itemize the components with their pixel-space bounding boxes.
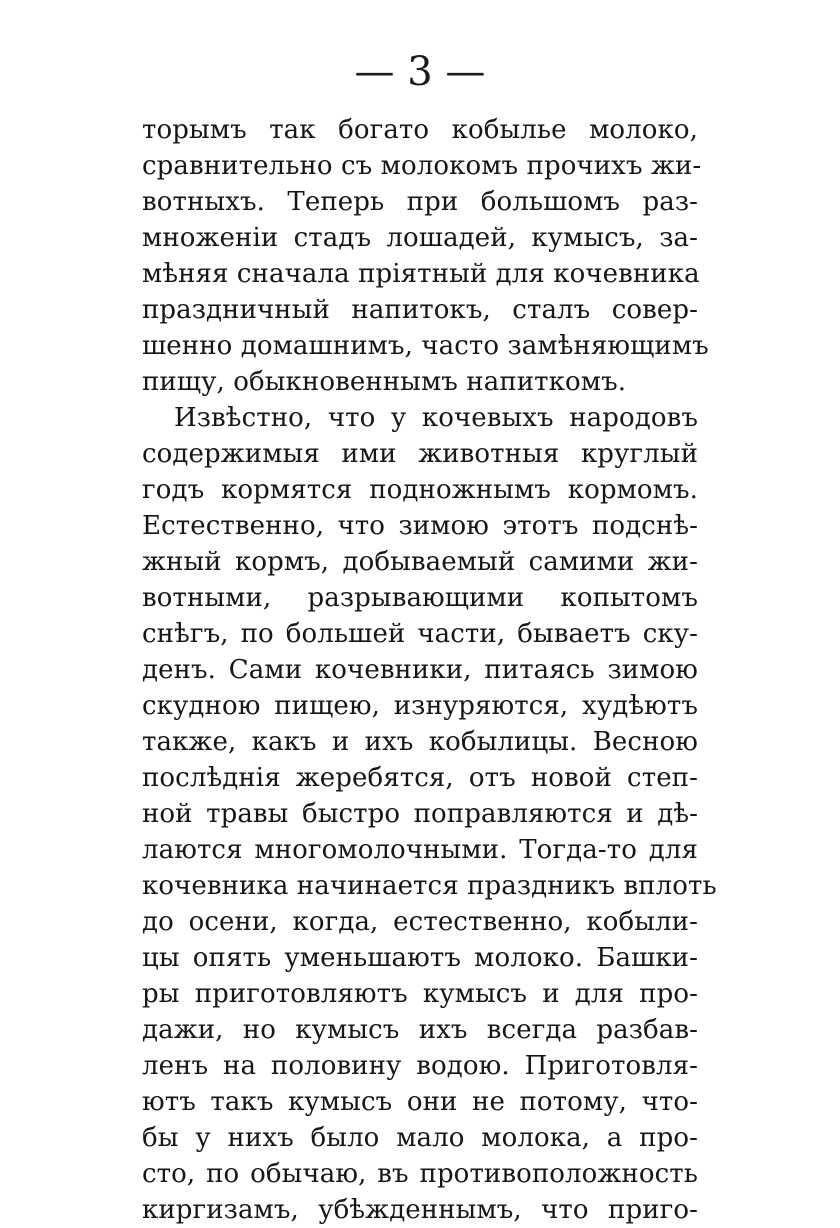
text-line: Естественно, что зимою этотъ подснѣ- bbox=[142, 511, 698, 541]
text-line: скудною пищею, изнуряются, худѣютъ bbox=[142, 691, 698, 721]
text-line: цы опять уменьшаютъ молоко. Башки- bbox=[142, 943, 698, 973]
text-line: ры приготовляютъ кумысъ и для про- bbox=[142, 979, 698, 1009]
text-line: праздничный напитокъ, сталъ совер- bbox=[142, 295, 698, 325]
text-line: до осени, когда, естественно, кобыли- bbox=[142, 907, 698, 937]
text-line: жный кормъ, добываемый самими жи- bbox=[142, 547, 698, 577]
text-line: ленъ на половину водою. Приготовля- bbox=[142, 1051, 698, 1081]
text-line: сравнительно съ молокомъ прочихъ жи- bbox=[142, 151, 702, 181]
text-line: множенiи стадъ лошадей, кумысъ, за- bbox=[142, 223, 698, 253]
text-line: послѣднiя жеребятся, отъ новой степ- bbox=[142, 763, 698, 793]
text-line: годъ кормятся подножнымъ кормомъ. bbox=[142, 475, 698, 505]
text-line: лаются многомолочными. Тогда-то для bbox=[142, 835, 698, 865]
text-line: киргизамъ, убѣжденнымъ, что приго- bbox=[142, 1195, 698, 1225]
text-line: Извѣстно, что у кочевыхъ народовъ bbox=[174, 403, 698, 433]
text-line: кочевника начинается праздникъ вплоть bbox=[142, 871, 717, 901]
page-number: — 3 — bbox=[354, 49, 486, 95]
text-line: денъ. Сами кочевники, питаясь зимою bbox=[142, 655, 698, 685]
text-line: шенно домашнимъ, часто замѣняющимъ bbox=[142, 331, 709, 361]
text-line: ной травы быстро поправляются и дѣ- bbox=[142, 799, 698, 829]
text-line: также, какъ и ихъ кобылицы. Весною bbox=[142, 727, 698, 757]
text-line: ютъ такъ кумысъ они не потому, что- bbox=[142, 1087, 698, 1117]
text-line: вотными, разрывающими копытомъ bbox=[142, 583, 698, 613]
text-line: содержимыя ими животныя круглый bbox=[142, 439, 698, 469]
text-line: мѣняя сначала прiятный для кочевника bbox=[142, 259, 700, 289]
text-line: торымъ так богато кобылье молоко, bbox=[142, 115, 698, 145]
text-line: снѣгъ, по большей части, бываетъ ску- bbox=[142, 619, 698, 649]
text-line: сто, по обычаю, въ противоположность bbox=[142, 1159, 698, 1189]
body-text bbox=[142, 112, 717, 1228]
text-line: бы у нихъ было мало молока, а про- bbox=[142, 1123, 698, 1153]
text-line: вотныхъ. Теперь при большомъ раз- bbox=[142, 187, 698, 217]
text-line: пищу, обыкновеннымъ напиткомъ. bbox=[142, 367, 627, 397]
text-line: дажи, но кумысъ ихъ всегда разбав- bbox=[142, 1015, 698, 1045]
